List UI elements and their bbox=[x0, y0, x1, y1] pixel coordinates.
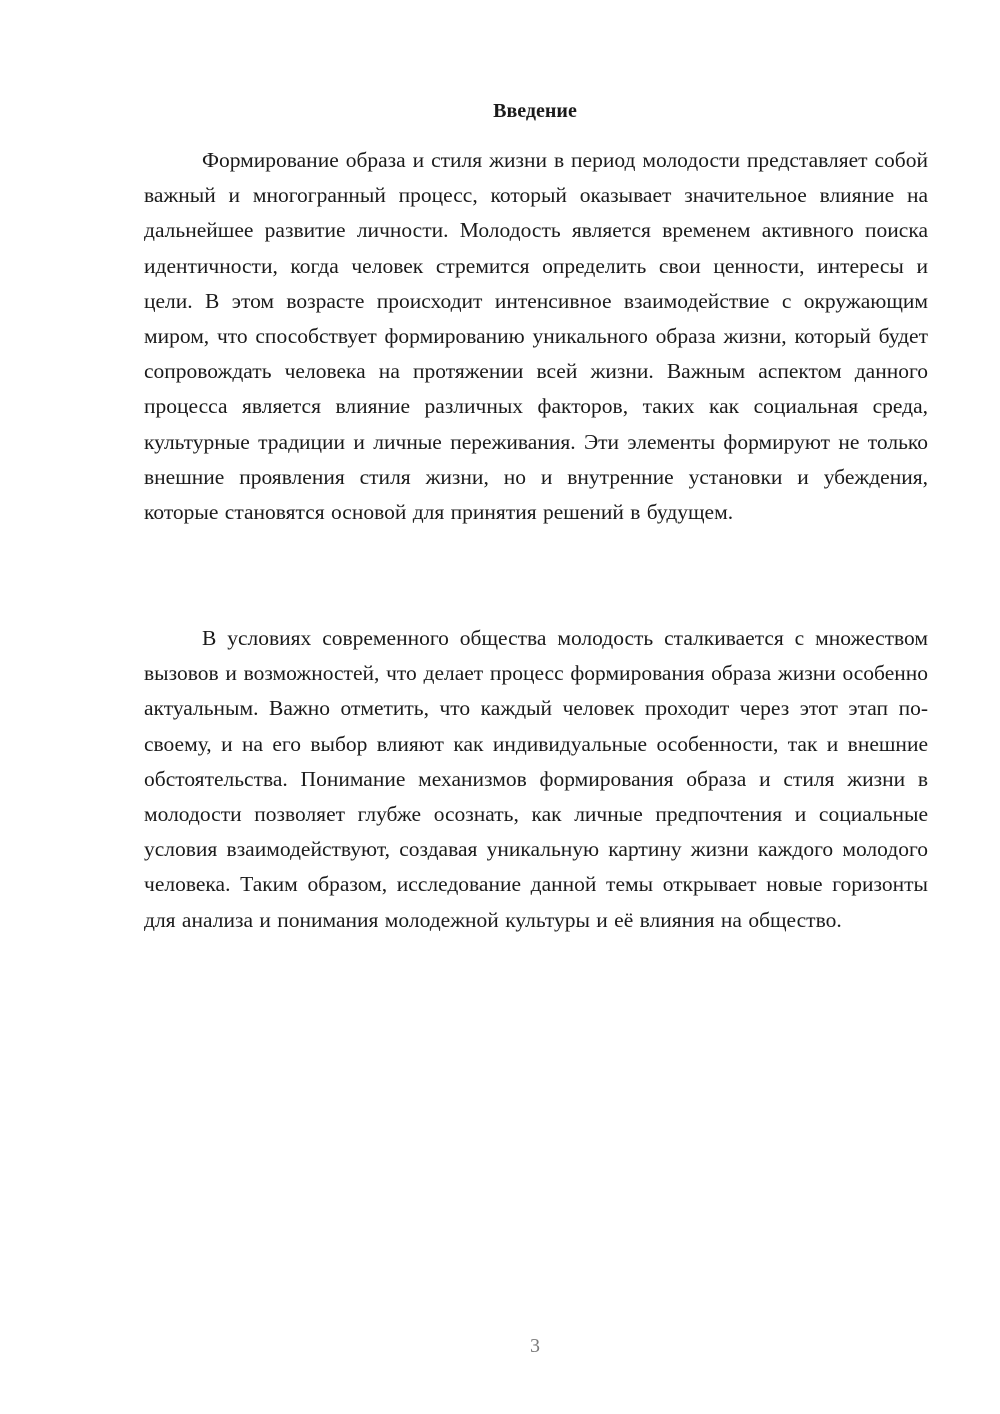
paragraph-2: В условиях современного общества молодость сталкивается с множеством вызовов и возможностей, что делает процесс формирования образа жизни особенно актуальным. Важно отметить, что каждый человек проходит через этот этап по-своему, и на его выбор влияют как индивидуальные особенности, так и внешние обстоятельства. Понимание механизмов формирования образа и стиля жизни в молодости позволяет глубже осознать, как личные предпочтения и социальные условия взаимодействуют, создавая уникальную картину жизни каждого молодого человека. Таким образом, исследование данной темы открывает новые горизонты для анализа и понимания молодежной культуры и её влияния на общество. bbox=[144, 626, 928, 932]
page-number: 3 bbox=[530, 1335, 540, 1357]
section-heading: Введение bbox=[493, 100, 577, 122]
paragraph-1: Формирование образа и стиля жизни в период молодости представляет собой важный и многогранный процесс, который оказывает значительное влияние на дальнейшее развитие личности. Молодость является временем активного поиска идентичности, когда человек стремится определить свои ценности, интересы и цели. В этом возрасте происходит интенсивное взаимодействие с окружающим миром, что способствует формированию уникального образа жизни, который будет сопровождать человека на протяжении всей жизни. Важным аспектом данного процесса является влияние различных факторов, таких как социальная среда, культурные традиции и личные переживания. Эти элементы формируют не только внешние проявления стиля жизни, но и внутренние установки и убеждения, которые становятся основой для принятия решений в будущем. bbox=[144, 148, 928, 525]
